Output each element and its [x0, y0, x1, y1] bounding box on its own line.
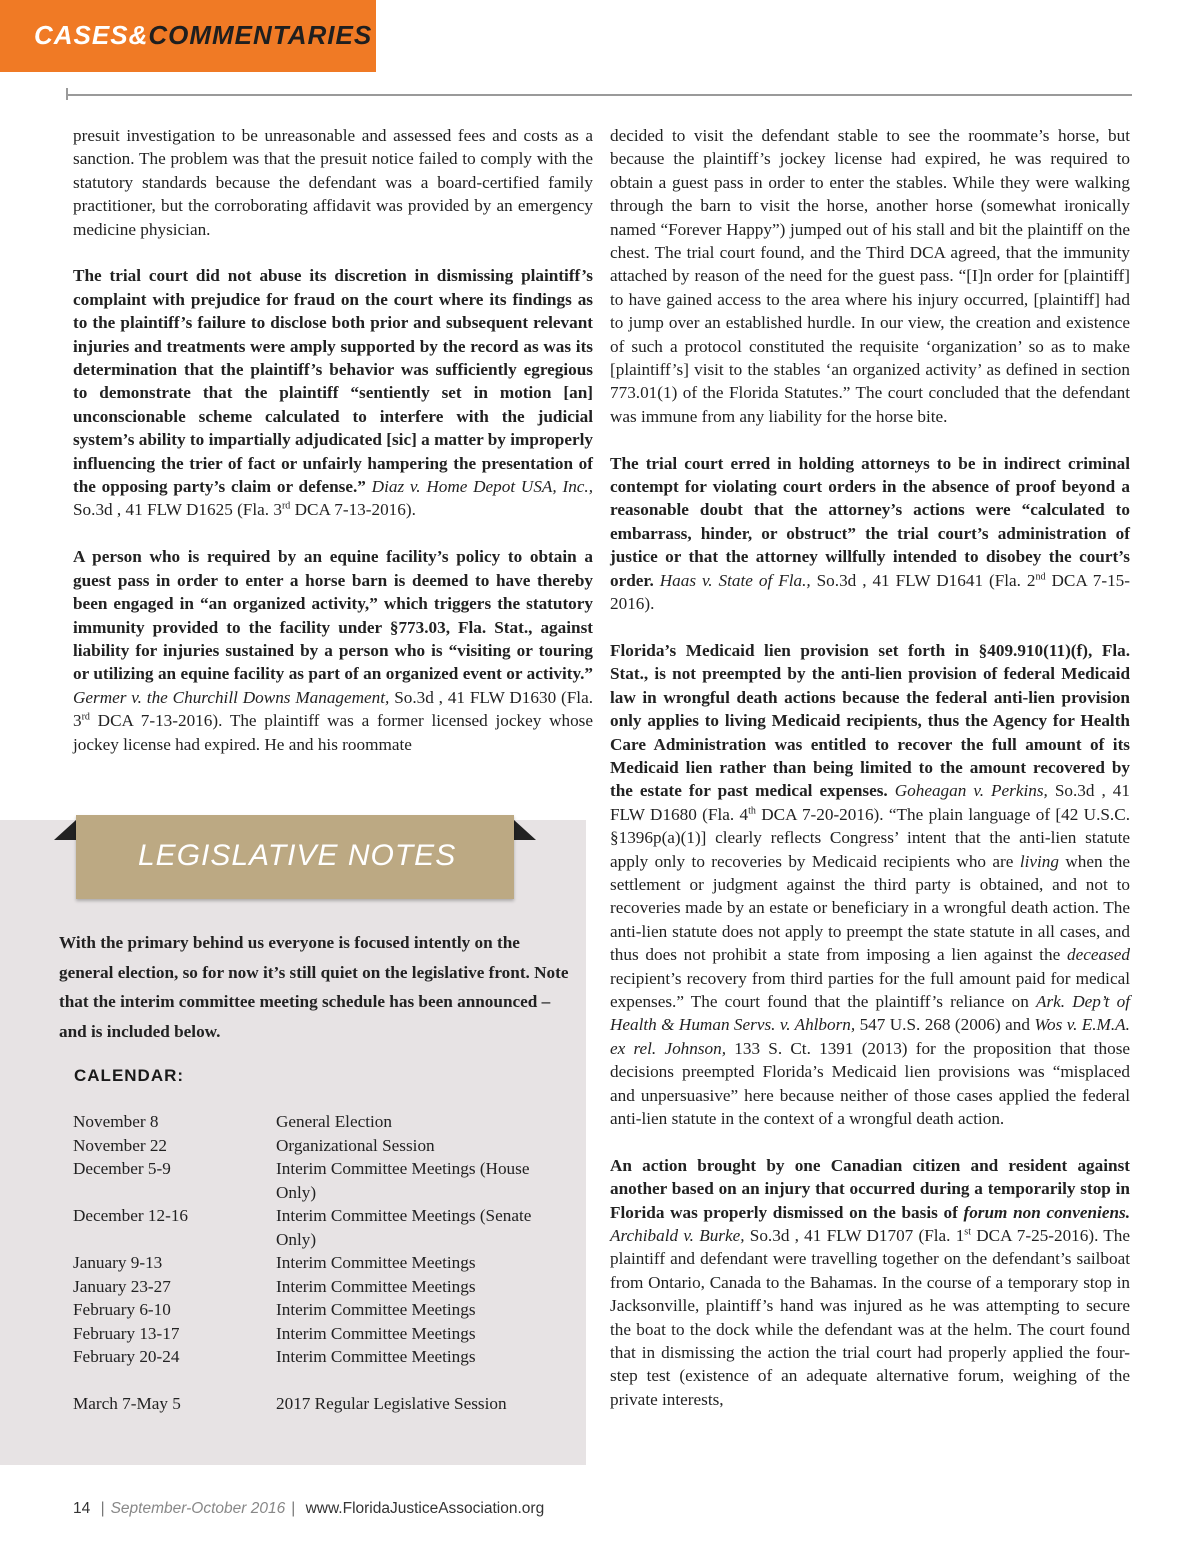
legislative-intro: With the primary behind us everyone is focused intently on the general election, so for now it’s still quiet on the legislative front. Note that the interim committee meeting schedule has been announced – and is included below. [59, 933, 569, 1041]
calendar-event: Interim Committee Meetings [276, 1347, 476, 1366]
page-footer [73, 1500, 544, 1518]
calendar-event: Interim Committee Meetings [276, 1253, 476, 1272]
legislative-notes-title: LEGISLATIVE NOTES [138, 839, 457, 872]
paragraph: decided to visit the defendant stable to see the roommate’s horse, but because the plaintiff’s jockey license had expired, he was required to obtain a guest pass in order to enter the stables. While they were walking through the barn to visit the horse, another horse (somewhat ironically named “Forever Happy”) jumped out of his stall and bit the plaintiff on the chest. The trial court found, and the Third DCA agreed, that the immunity attached by reason of the need for the guest pass. “[I]n order for [plaintiff] to have gained access to the area where his injury occurred, [plaintiff] had to jump over an established hurdle. In our view, the creation and existence of such a protocol constituted the requisite ‘organization’ so as to make [plaintiff’s] visit to the stables ‘an organized activity’ as defined in section 773.01(1) of the Florida Statutes.” The court concluded that the defendant was immune from any liability for the horse bite. [610, 126, 1130, 426]
footer-separator: | [291, 1500, 296, 1517]
calendar-event: 2017 Regular Legislative Session [276, 1394, 507, 1413]
footer-separator: | [100, 1500, 105, 1517]
calendar-event: Interim Committee Meetings [276, 1276, 476, 1296]
calendar-heading: CALENDAR: [74, 1066, 185, 1085]
case-summary-diaz: The trial court did not abuse its discretion in dismissing plaintiff’s complaint with prejudice for fraud on the court where its findings as to the plaintiff’s failure to disclose both prior and subsequent relevant injuries and treatments were amply supported by the record as was its determination that the plaintiff’s behavior was sufficiently egregious to demonstrate that the plaintiff “sentiently set in motion [an] unconscionable scheme calculated to interfere with the judicial system’s ability to impartially adjudicated [sic] a matter by improperly influencing the trier of fact or unfairly hampering the presentation of the opposing party’s claim or defense.” Diaz v. Home Depot USA, Inc., So.3d , 41 FLW D1625 (Fla. 3rd DCA 7-13-2016). [73, 266, 594, 520]
calendar-row [73, 1134, 573, 1158]
case-summary-germer: A person who is required by an equine facility’s policy to obtain a guest pass in order to enter a horse barn is deemed to have thereby been engaged in “an organized activity,” which triggers the statutory immunity provided to the facility under §773.03, Fla. Stat., against liability for injuries sustained by a person who is “visiting or touring or utilizing an equine facility as part of an organized event or activity.” Germer v. the Churchill Downs Management, So.3d , 41 FLW D1630 (Fla. 3rd DCA 7-13-2016). The plaintiff was a former licensed jockey whose jockey license had expired. He and his roommate [73, 547, 593, 754]
calendar-event: Interim Committee Meetings [276, 1300, 476, 1319]
right-column [610, 124, 1130, 1435]
calendar-table [73, 1110, 573, 1416]
calendar-date: February 20-24 [73, 1347, 180, 1366]
case-summary-goheagan: Florida’s Medicaid lien provision set forth in §409.910(11)(f), Fla. Stat., is not preempted by the anti-lien provision of federal Medicaid law in wrongful death actions because the federal anti-lien provision only applies to living Medicaid recipients, thus the Agency for Health Care Administration was entitled to recover the full amount of its Medicaid lien rather than being limited to the amount recovered by the estate for past medical expenses. Goheagan v. Perkins, So.3d , 41 FLW D1680 (Fla. 4th DCA 7-20-2016). “The plain language of [42 U.S.C. §1396p(a)(1)] clearly reflects Congress’ intent that the anti-lien statute apply only to recoveries by Medicaid recipients who are living when the settlement or judgment against the third party is obtained, and not to recoveries made by an estate or beneficiary in a wrongful death action. The anti-lien statute does not apply to preempt the state statute in all cases, and thus does not prohibit a state from imposing a lien against the deceased recipient’s recovery from third parties for the full amount paid for medical expenses.” The court found that the plaintiff’s reliance on Ark. Dep’t of Health & Human Servs. v. Ahlborn, 547 U.S. 268 (2006) and Wos v. E.M.A. ex rel. Johnson, 133 S. Ct. 1391 (2013) for the proposition that those decisions preempted Florida’s Medicaid lien provisions was “misplaced and unpersuasive” here because neither of those cases applied the federal anti-lien statute in the context of a wrongful death action. [610, 640, 1131, 1129]
calendar-event: Interim Committee Meetings (House Only) [276, 1159, 530, 1202]
calendar-row [73, 1251, 573, 1275]
calendar-row [73, 1204, 573, 1251]
website-link[interactable]: www.FloridaJusticeAssociation.org [305, 1500, 545, 1517]
calendar-row [73, 1345, 573, 1369]
banner-fold-right [514, 820, 536, 840]
calendar-event: Interim Committee Meetings (Senate Only) [276, 1206, 532, 1249]
issue-date: September-October 2016 [110, 1500, 286, 1517]
left-column [73, 124, 593, 779]
header-divider [66, 94, 1132, 96]
calendar-row [73, 1298, 573, 1322]
banner-fold-left [54, 820, 76, 840]
calendar-row [73, 1157, 573, 1204]
section-title: CASES&COMMENTARIES [34, 20, 373, 50]
calendar-date: November 22 [73, 1135, 168, 1155]
legislative-notes-banner [76, 815, 514, 899]
calendar-event: General Election [276, 1112, 392, 1131]
calendar-row [73, 1322, 573, 1346]
calendar-row [73, 1392, 573, 1416]
calendar-date: December 12-16 [73, 1206, 189, 1225]
calendar-row [73, 1275, 573, 1299]
calendar-date: January 23-27 [73, 1276, 171, 1296]
calendar-date: December 5-9 [73, 1159, 171, 1178]
calendar-date: March 7-May 5 [73, 1394, 181, 1413]
paragraph: presuit investigation to be unreasonable and assessed fees and costs as a sanction. The problem was that the presuit notice failed to comply with the statutory standards because the defendant was a board-certified family practitioner, but the corroborating affidavit was provided by an emergency medicine physician. [73, 126, 593, 239]
calendar-event: Organizational Session [276, 1135, 435, 1155]
calendar-date: January 9-13 [73, 1253, 163, 1272]
calendar-date: February 6-10 [73, 1300, 171, 1319]
section-header [0, 0, 376, 72]
calendar-event: Interim Committee Meetings [276, 1323, 476, 1343]
calendar-row [73, 1110, 573, 1134]
case-summary-haas: The trial court erred in holding attorneys to be in indirect criminal contempt for violating court orders in the absence of proof beyond a reasonable doubt that the attorney’s actions were “calculated to embarrass, hinder, or obstruct” the trial court’s administration of justice or that the attorney willfully intended to disobey the court’s order. Haas v. State of Fla., So.3d , 41 FLW D1641 (Fla. 2nd DCA 7-15-2016). [610, 453, 1130, 614]
case-summary-archibald: An action brought by one Canadian citizen and resident against another based on an injury that occurred during a temporarily stop in Florida was properly dismissed on the basis of forum non conveniens. Archibald v. Burke, So.3d , 41 FLW D1707 (Fla. 1st DCA 7-25-2016). The plaintiff and defendant were travelling together on the defendant’s sailboat from Ontario, Canada to the Bahamas. In the course of a temporary stop in Jacksonville, plaintiff’s hand was injured as he was attempting to secure the boat to the dock while the defendant was at the helm. The court found that in dismissing the action the trial court had properly applied the four-step test (existence of an adequate alternative forum, weighing of the private interests, [610, 1155, 1131, 1409]
page-number: 14 [73, 1500, 91, 1517]
calendar-date: February 13-17 [73, 1323, 180, 1343]
calendar-date: November 8 [73, 1112, 159, 1131]
